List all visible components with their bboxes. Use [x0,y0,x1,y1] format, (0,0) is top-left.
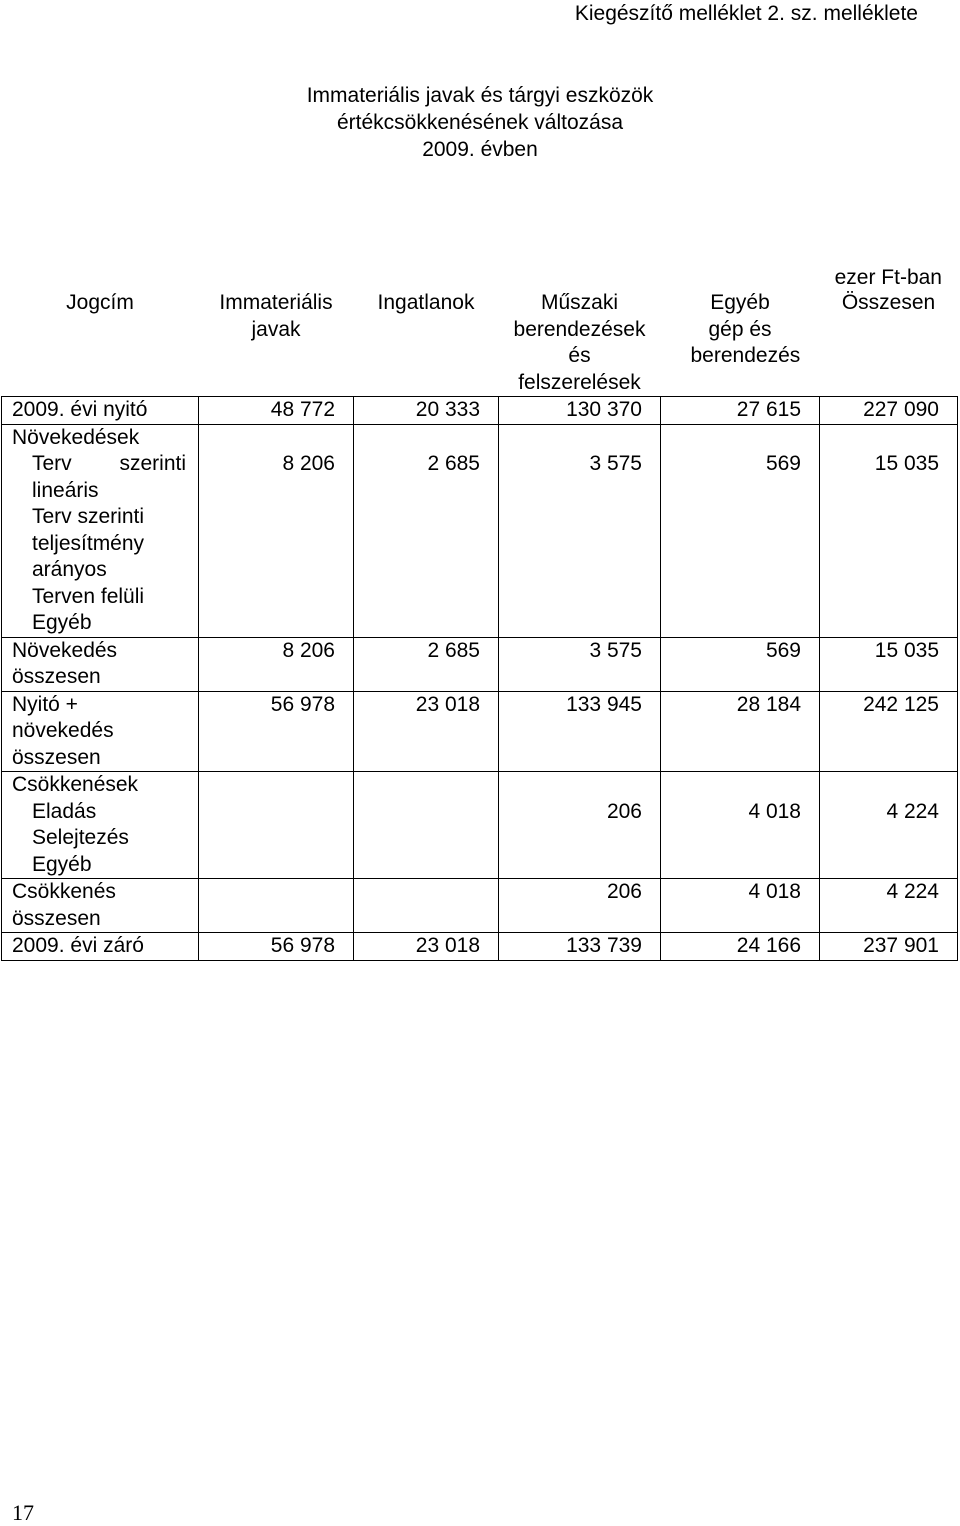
empty-cell [499,424,661,451]
cell-immaterialis: 48 772 [199,397,354,425]
cell-immaterialis: 8 206 [199,451,354,504]
header-row [2,290,958,397]
empty-cell [199,610,354,637]
header-muszaki [499,290,661,397]
cell-muszaki: 206 [499,799,661,826]
cell-egyeb-gep: 569 [661,451,820,504]
empty-cell [354,799,499,826]
empty-cell [199,772,354,799]
cell-egyeb-gep: 28 184 [661,691,820,772]
row-label-csokkenes-osszesen: Csökkenés összesen [2,879,199,933]
empty-cell [820,424,958,451]
cell-muszaki: 130 370 [499,397,661,425]
header-immaterialis: Immateriális javak [199,290,354,397]
section-label-novekedesek: Növekedések [2,424,199,451]
empty-cell [499,504,661,584]
cell-muszaki: 206 [499,879,661,933]
row-label: 2009. évi nyitó [2,397,199,425]
empty-cell [354,504,499,584]
row-label-selejtezes: Selejtezés [2,825,199,852]
cell-ingatlanok: 20 333 [354,397,499,425]
section-label-csokkenesek: Csökkenések [2,772,199,799]
empty-cell [661,852,820,879]
cell-ingatlanok: 2 685 [354,451,499,504]
empty-cell [199,879,354,933]
cell-egyeb-gep: 27 615 [661,397,820,425]
empty-cell [499,852,661,879]
table-row [2,397,958,425]
empty-cell [354,610,499,637]
empty-cell [499,584,661,611]
cell-ingatlanok: 23 018 [354,691,499,772]
row-label-terven-feluli: Terven felüli [2,584,199,611]
attachment-note: Kiegészítő melléklet 2. sz. melléklete [574,2,918,25]
empty-cell [354,772,499,799]
empty-cell [499,825,661,852]
table-row [2,504,958,584]
cell-muszaki: 133 945 [499,691,661,772]
header-muszaki-text: Műszaki berendezések és felszerelések [513,291,646,394]
terv-linearis-text: Terv szerinti lineáris [32,452,186,502]
empty-cell [661,610,820,637]
cell-osszesen: 4 224 [820,879,958,933]
table-row [2,879,958,933]
row-label-novekedes-osszesen: Növekedés összesen [2,637,199,691]
empty-cell [499,610,661,637]
empty-cell [820,584,958,611]
table-row [2,825,958,852]
cell-ingatlanok: 2 685 [354,637,499,691]
table-row [2,637,958,691]
empty-cell [661,504,820,584]
empty-cell [354,424,499,451]
cell-osszesen: 15 035 [820,637,958,691]
cell-muszaki: 3 575 [499,451,661,504]
unit-label: ezer Ft-ban [834,266,942,289]
empty-cell [820,610,958,637]
table-row [2,691,958,772]
row-label-eladas: Eladás [2,799,199,826]
row-label-nyito-plus-novekedes: Nyitó + növekedés összesen [2,691,199,772]
empty-cell [199,504,354,584]
cell-ingatlanok: 23 018 [354,933,499,961]
cell-muszaki: 133 739 [499,933,661,961]
table-row [2,584,958,611]
table-row [2,424,958,451]
cell-immaterialis: 8 206 [199,637,354,691]
cell-osszesen: 242 125 [820,691,958,772]
cell-egyeb-gep: 4 018 [661,799,820,826]
cell-muszaki: 3 575 [499,637,661,691]
empty-cell [661,584,820,611]
cell-egyeb-gep: 24 166 [661,933,820,961]
empty-cell [199,799,354,826]
header-ingatlanok: Ingatlanok [354,290,499,397]
empty-cell [820,852,958,879]
cell-osszesen: 227 090 [820,397,958,425]
cell-osszesen: 237 901 [820,933,958,961]
empty-cell [354,879,499,933]
page-number: 17 [12,1500,34,1525]
table-row [2,799,958,826]
row-label-terv-teljesitmeny [2,504,199,584]
empty-cell [661,772,820,799]
cell-osszesen: 15 035 [820,451,958,504]
table-row [2,610,958,637]
empty-cell [354,852,499,879]
table-row [2,852,958,879]
row-label-nov-egyeb: Egyéb [2,610,199,637]
cell-osszesen: 4 224 [820,799,958,826]
terv-teljesitmeny-text: Terv szerinti teljesítmény arányos [32,505,145,581]
empty-cell [661,424,820,451]
header-osszesen: Összesen [820,290,958,397]
empty-cell [661,825,820,852]
title-line-1: Immateriális javak és tárgyi eszközök [306,84,654,107]
cell-egyeb-gep: 569 [661,637,820,691]
empty-cell [199,584,354,611]
title-line-3: 2009. évben [422,138,538,161]
header-egyeb-gep [661,290,820,397]
header-jogcim: Jogcím [2,290,199,397]
empty-cell [820,825,958,852]
row-label-zaro: 2009. évi záró [2,933,199,961]
table-row [2,933,958,961]
cell-immaterialis: 56 978 [199,691,354,772]
title-line-2: értékcsökkenésének változása [337,111,623,134]
cell-immaterialis: 56 978 [199,933,354,961]
empty-cell [354,584,499,611]
empty-cell [499,772,661,799]
row-label-terv-linearis [2,451,199,504]
row-label-csok-egyeb: Egyéb [2,852,199,879]
header-egyeb-gep-text: Egyéb gép és berendezés [690,291,801,367]
document-title [0,82,960,163]
empty-cell [199,852,354,879]
empty-cell [820,772,958,799]
cell-egyeb-gep: 4 018 [661,879,820,933]
table-row [2,772,958,799]
empty-cell [820,504,958,584]
empty-cell [199,825,354,852]
table-row [2,451,958,504]
depreciation-table [1,290,958,961]
empty-cell [354,825,499,852]
empty-cell [199,424,354,451]
